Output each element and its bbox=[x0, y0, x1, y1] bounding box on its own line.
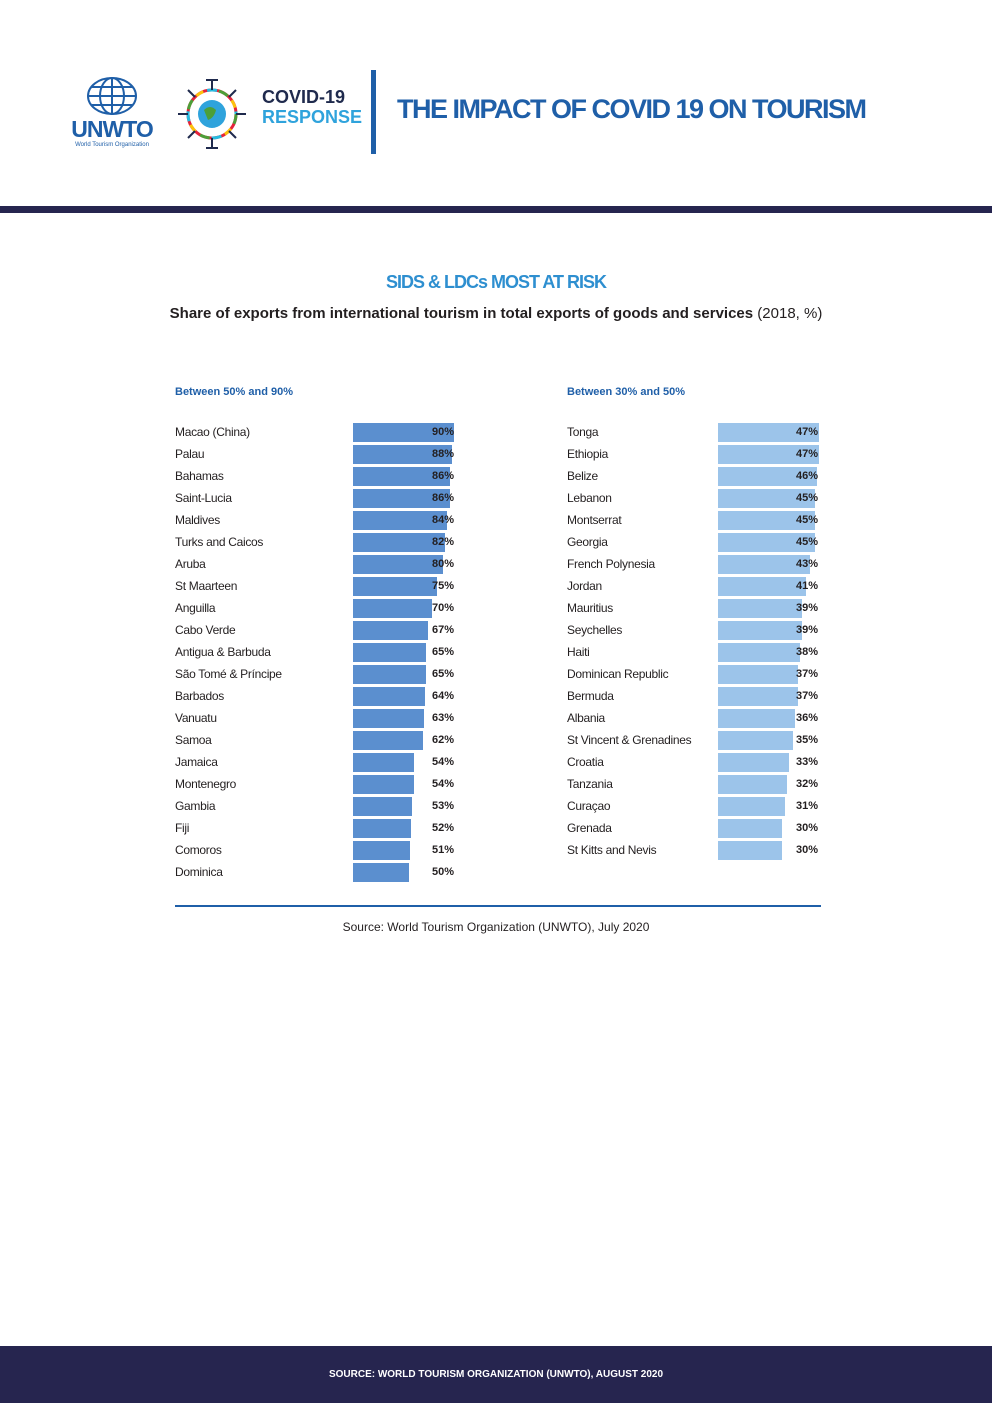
bar-value-left: 51% bbox=[431, 844, 454, 856]
page-header bbox=[0, 0, 992, 206]
bar-value-left: 54% bbox=[431, 756, 454, 768]
bar-value-left: 82% bbox=[431, 536, 454, 548]
bar-value-right: 30% bbox=[795, 844, 818, 856]
bar-label-left: Turks and Caicos bbox=[175, 535, 264, 549]
bar-value-left: 70% bbox=[431, 602, 454, 614]
bar-value-right: 30% bbox=[795, 822, 818, 834]
bar-label-left: Samoa bbox=[175, 733, 212, 747]
bar-label-left: Antigua & Barbuda bbox=[175, 645, 271, 659]
bar-value-right: 45% bbox=[795, 514, 818, 526]
bar-left bbox=[353, 841, 410, 860]
bar-value-right: 36% bbox=[795, 712, 818, 724]
header-band bbox=[0, 206, 992, 213]
bar-label-right: Grenada bbox=[567, 821, 612, 835]
source-divider bbox=[175, 905, 821, 907]
bar-left bbox=[353, 775, 414, 794]
bar-label-left: Anguilla bbox=[175, 601, 216, 615]
bar-label-right: St Vincent & Grenadines bbox=[567, 733, 692, 747]
bar-value-right: 37% bbox=[795, 668, 818, 680]
bar-value-left: 63% bbox=[431, 712, 454, 724]
bar-right bbox=[718, 775, 787, 794]
bar-label-left: Bahamas bbox=[175, 469, 224, 483]
bar-label-right: Belize bbox=[567, 469, 598, 483]
bar-value-left: 65% bbox=[431, 646, 454, 658]
group-header-right: Between 30% and 50% bbox=[567, 386, 685, 398]
bar-value-left: 50% bbox=[431, 866, 454, 878]
bar-value-right: 32% bbox=[795, 778, 818, 790]
header-divider bbox=[371, 70, 376, 154]
page-footer bbox=[0, 1346, 992, 1403]
bar-value-right: 39% bbox=[795, 602, 818, 614]
bar-value-left: 90% bbox=[431, 426, 454, 438]
bar-value-left: 84% bbox=[431, 514, 454, 526]
bar-label-right: Ethiopia bbox=[567, 447, 608, 461]
bar-label-right: Seychelles bbox=[567, 623, 623, 637]
unwto-wordmark: UNWTO bbox=[71, 116, 153, 142]
unwto-subtitle: World Tourism Organization bbox=[75, 142, 149, 148]
chart-title: SIDS & LDCs MOST AT RISK bbox=[385, 272, 606, 292]
bar-label-left: São Tomé & Príncipe bbox=[175, 667, 282, 681]
bar-label-left: Dominica bbox=[175, 865, 223, 879]
bar-right bbox=[718, 819, 782, 838]
unwto-logo bbox=[66, 76, 158, 152]
bar-label-right: Dominican Republic bbox=[567, 667, 669, 681]
bar-label-right: Lebanon bbox=[567, 491, 612, 505]
bar-value-left: 80% bbox=[431, 558, 454, 570]
bar-value-right: 39% bbox=[795, 624, 818, 636]
bar-label-left: Gambia bbox=[175, 799, 216, 813]
bar-value-left: 62% bbox=[431, 734, 454, 746]
bar-label-right: Georgia bbox=[567, 535, 608, 549]
bar-label-left: Vanuatu bbox=[175, 711, 217, 725]
bar-left bbox=[353, 731, 423, 750]
bar-value-right: 45% bbox=[795, 536, 818, 548]
footer-source: SOURCE: WORLD TOURISM ORGANIZATION (UNWTO), AUGUST 2020 bbox=[328, 1369, 664, 1380]
covid-response-icon bbox=[176, 74, 248, 154]
bar-left bbox=[353, 863, 409, 882]
bar-value-right: 31% bbox=[795, 800, 818, 812]
bar-label-right: French Polynesia bbox=[567, 557, 655, 571]
page-title: THE IMPACT OF COVID 19 ON TOURISM bbox=[397, 94, 866, 124]
bar-label-left: St Maarteen bbox=[175, 579, 238, 593]
bar-left bbox=[353, 819, 411, 838]
bar-label-right: Montserrat bbox=[567, 513, 622, 527]
bar-label-right: Albania bbox=[567, 711, 605, 725]
bar-right bbox=[718, 797, 785, 816]
covid-line2: RESPONSE bbox=[262, 107, 363, 127]
bar-label-right: Mauritius bbox=[567, 601, 613, 615]
covid-line1: COVID-19 bbox=[262, 87, 346, 107]
bar-label-right: Tonga bbox=[567, 425, 599, 439]
bar-label-right: Tanzania bbox=[567, 777, 613, 791]
bar-value-left: 67% bbox=[431, 624, 454, 636]
bar-value-right: 35% bbox=[795, 734, 818, 746]
bar-value-left: 54% bbox=[431, 778, 454, 790]
bar-left bbox=[353, 797, 412, 816]
bar-label-left: Maldives bbox=[175, 513, 220, 527]
bar-value-right: 47% bbox=[795, 448, 818, 460]
group-header-left: Between 50% and 90% bbox=[175, 386, 293, 398]
bar-label-left: Aruba bbox=[175, 557, 206, 571]
bar-value-right: 47% bbox=[795, 426, 818, 438]
chart-subtitle-bold: Share of exports from international tourism in total exports of goods and services bbox=[169, 305, 754, 322]
globe-icon bbox=[84, 76, 140, 116]
bar-value-right: 46% bbox=[795, 470, 818, 482]
bar-value-left: 86% bbox=[431, 492, 454, 504]
bar-value-right: 41% bbox=[795, 580, 818, 592]
bar-label-right: Bermuda bbox=[567, 689, 614, 703]
bar-label-left: Saint-Lucia bbox=[175, 491, 232, 505]
chart-source: Source: World Tourism Organization (UNWTO), July 2020 bbox=[342, 920, 650, 934]
bar-label-left: Cabo Verde bbox=[175, 623, 236, 637]
bar-label-right: Jordan bbox=[567, 579, 602, 593]
bar-value-left: 88% bbox=[431, 448, 454, 460]
bar-label-left: Montenegro bbox=[175, 777, 237, 791]
bar-label-left: Fiji bbox=[175, 821, 190, 835]
bar-value-right: 38% bbox=[795, 646, 818, 658]
bar-label-right: Haiti bbox=[567, 645, 590, 659]
bar-label-left: Palau bbox=[175, 447, 205, 461]
bar-label-left: Macao (China) bbox=[175, 425, 250, 439]
bar-right bbox=[718, 841, 782, 860]
bar-label-right: Croatia bbox=[567, 755, 604, 769]
bar-value-right: 43% bbox=[795, 558, 818, 570]
bar-value-right: 33% bbox=[795, 756, 818, 768]
bar-value-left: 86% bbox=[431, 470, 454, 482]
bar-value-left: 52% bbox=[431, 822, 454, 834]
bar-value-left: 53% bbox=[431, 800, 454, 812]
chart-subtitle bbox=[0, 305, 992, 322]
bar-label-right: Curaçao bbox=[567, 799, 611, 813]
bar-value-left: 64% bbox=[431, 690, 454, 702]
chart-subtitle-rest: (2018, %) bbox=[753, 305, 823, 322]
bar-value-right: 45% bbox=[795, 492, 818, 504]
covid-response-label bbox=[262, 87, 362, 127]
bar-label-left: Comoros bbox=[175, 843, 222, 857]
bar-value-left: 65% bbox=[431, 668, 454, 680]
bar-value-right: 37% bbox=[795, 690, 818, 702]
bar-value-left: 75% bbox=[431, 580, 454, 592]
bar-label-left: Barbados bbox=[175, 689, 224, 703]
bar-left bbox=[353, 753, 414, 772]
bar-label-left: Jamaica bbox=[175, 755, 218, 769]
bar-label-right: St Kitts and Nevis bbox=[567, 843, 657, 857]
